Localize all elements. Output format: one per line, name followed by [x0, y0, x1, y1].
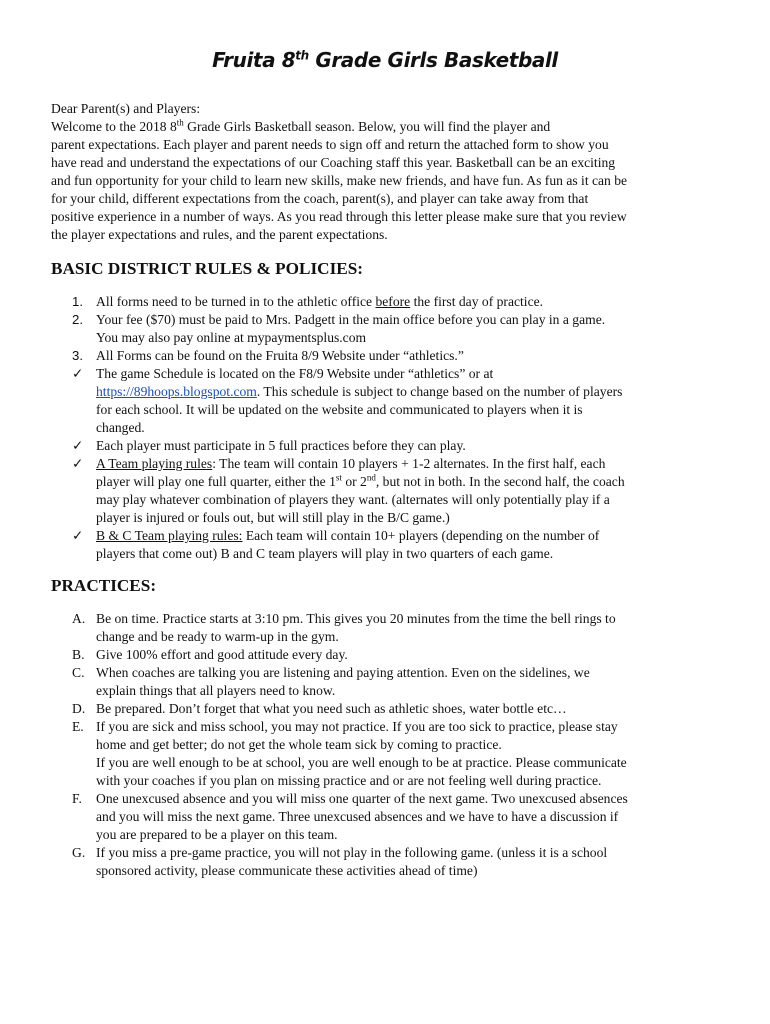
practices-heading: PRACTICES:	[51, 576, 157, 595]
list-letter: B.	[72, 647, 85, 662]
document-title: Fruita 8th Grade Girls Basketball	[212, 48, 558, 72]
rule-item-a-team: ✓ A Team playing rules: The team will contain 10 players + 1-2 alternates. In the first half, each player will play one full quarter, either the 1st or 2nd, but not in both. In the second half, the coach may play whatever combination of players they want. (alternates will only potentially play if a player is injured or fouls out, but will still play in the B/C game.)	[72, 456, 625, 525]
schedule-link[interactable]: https://89hoops.blogspot.com	[96, 384, 257, 399]
practice-item-d: D. Be prepared. Don’t forget that what you need such as athletic shoes, water bottle etc…	[72, 701, 567, 716]
practice-item-f: F. One unexcused absence and you will miss one quarter of the next game. Two unexcused absences and you will miss the next game. Three unexcused absences and we have to have a discussion if you are prepared to be a player on this team.	[72, 791, 628, 842]
rule-item-schedule: ✓ The game Schedule is located on the F8/9 Website under “athletics” or at https://89hoops.blogspot.com. This schedule is subject to change based on the number of players for each school. It will be updated on the website and communicated to players when it is changed.	[72, 366, 623, 435]
list-letter: F.	[72, 791, 82, 806]
practice-item-g: G. If you miss a pre-game practice, you will not play in the following game. (unless it is a school sponsored activity, please communicate these activities ahead of time)	[72, 845, 608, 878]
list-letter: C.	[72, 665, 85, 680]
practice-item-b: B. Give 100% effort and good attitude every day.	[72, 647, 348, 662]
rule-item-practices: ✓ Each player must participate in 5 full practices before they can play.	[72, 438, 466, 453]
list-number: 3.	[72, 348, 83, 363]
intro-paragraph: Welcome to the 2018 8th Grade Girls Basketball season. Below, you will find the player and parent expectations. Each player and parent needs to sign off and return the attached form to show you have read and understand the expectations of our Coaching staff this year. Basketball can be an exciting and fun opportunity for your child to learn new skills, make new friends, and have fun. As fun as it can be for your child, different expectations from the coach, parent(s), and player can take away from that positive experience in a number of ways. As you read through this letter please make sure that you review the player expectations and rules, and the parent expectations.	[51, 117, 628, 242]
rule-item-2: 2. Your fee ($70) must be paid to Mrs. Padgett in the main office before you can play in a game. You may also pay online at mypaymentsplus.com	[72, 312, 606, 345]
practice-item-e: E. If you are sick and miss school, you may not practice. If you are too sick to practice, please stay home and get better; do not get the whole team sick by coming to practice. If you are well enough to be at school, you are well enough to be at practice. Please communicate with your coaches if you plan on missing practice and or are not feeling well during practice.	[72, 719, 627, 788]
list-letter: E.	[72, 719, 84, 734]
rule-item-1: 1. All forms need to be turned in to the athletic office before the first day of practice.	[72, 294, 544, 309]
greeting: Dear Parent(s) and Players:	[51, 101, 201, 116]
practice-item-a: A. Be on time. Practice starts at 3:10 pm. This gives you 20 minutes from the time the bell rings to change and be ready to warm-up in the gym.	[72, 611, 616, 644]
list-number: 1.	[72, 294, 83, 309]
practices-list	[0, 610, 770, 880]
list-letter: A.	[72, 611, 86, 626]
checkmark-icon: ✓	[72, 528, 84, 543]
rules-list	[0, 293, 770, 563]
practice-item-c: C. When coaches are talking you are listening and paying attention. Even on the sidelines, we explain things that all players need to know.	[72, 665, 590, 698]
rules-heading: BASIC DISTRICT RULES & POLICIES:	[51, 259, 364, 278]
list-number: 2.	[72, 312, 83, 327]
rule-item-3: 3. All Forms can be found on the Fruita 8/9 Website under “athletics.”	[72, 348, 464, 363]
list-letter: D.	[72, 701, 86, 716]
checkmark-icon: ✓	[72, 456, 84, 471]
checkmark-icon: ✓	[72, 366, 84, 381]
checkmark-icon: ✓	[72, 438, 84, 453]
rule-item-bc-team: ✓ B & C Team playing rules: Each team will contain 10+ players (depending on the number of players that come out) B and C team players will play in two quarters of each game.	[72, 528, 600, 561]
list-letter: G.	[72, 845, 86, 860]
